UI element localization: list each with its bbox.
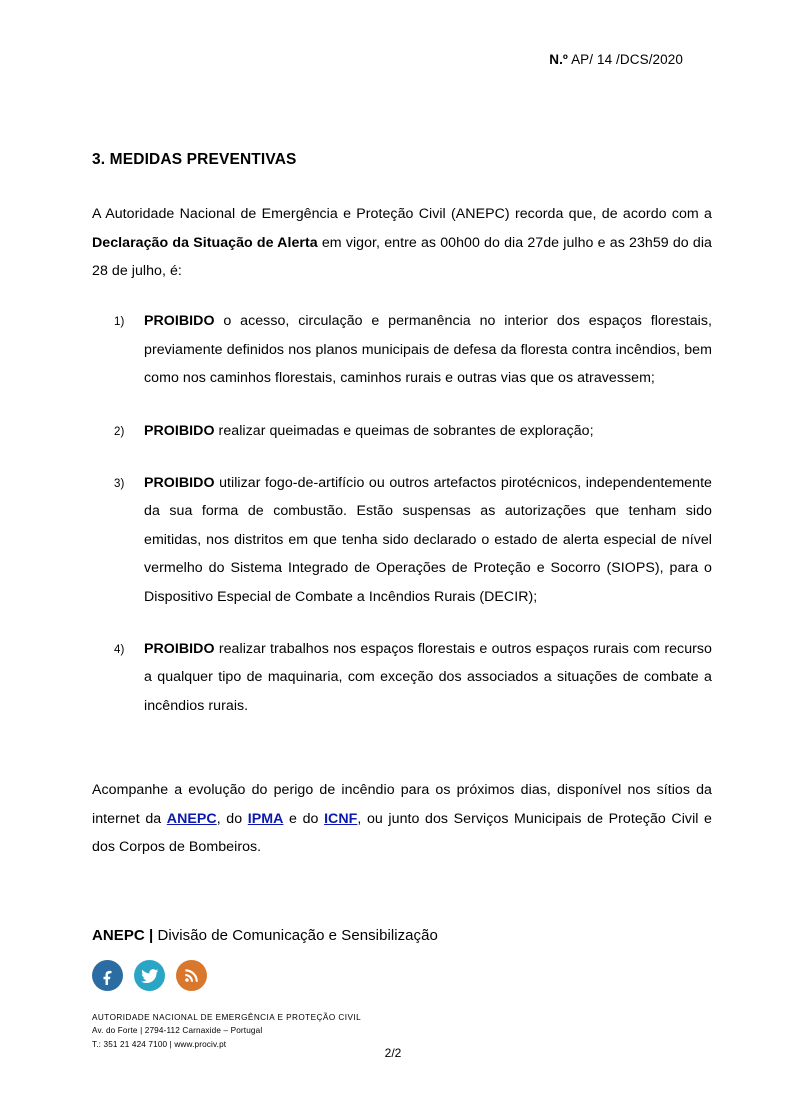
twitter-icon[interactable]	[134, 960, 165, 991]
closing-block	[92, 776, 712, 861]
facebook-icon[interactable]	[92, 960, 123, 991]
closing-paragraph	[92, 776, 712, 861]
measure-text-1: o acesso, circulação e permanência no interior dos espaços florestais, previamente definidos nos planos municipais de defesa da floresta contra incêndios, bem como nos caminhos florestais, caminhos rurais e outras vias que os atravessem;	[144, 313, 712, 387]
measure-text-4: realizar trabalhos nos espaços florestais e outros espaços rurais com recurso a qualquer tipo de maquinaria, com exceção dos associados a situações de combate a incêndios rurais.	[144, 641, 712, 714]
footer-brand: ANEPC	[92, 927, 145, 944]
measure-lead-1: PROIBIDO	[144, 313, 215, 330]
measure-item-1	[92, 307, 712, 392]
measure-item-3	[92, 469, 712, 611]
link-ipma[interactable]: IPMA	[247, 810, 284, 827]
intro-part-2: em vigor, entre as 00h00 do dia 27de julho e as 23h59 do dia 28 de julho, é:	[92, 234, 712, 279]
footer-separator: |	[144, 927, 158, 944]
address-line-contact: T.: 351 21 424 7100 | www.prociv.pt	[92, 1039, 227, 1049]
link-icnf[interactable]: ICNF	[324, 810, 358, 827]
reference-prefix: N.º	[549, 52, 568, 67]
document-body	[92, 150, 712, 869]
address-line-organization: AUTORIDADE NACIONAL DE EMERGÊNCIA E PROTEÇÃO CIVIL	[92, 1013, 362, 1022]
document-footer	[92, 925, 712, 1051]
page-number: 2/2	[384, 1046, 402, 1060]
social-links-row	[92, 960, 712, 991]
page-title: 3. MEDIDAS PREVENTIVAS	[92, 151, 297, 168]
address-block	[92, 1011, 712, 1051]
measure-text-2: realizar queimadas e queimas de sobrantes de exploração;	[214, 422, 594, 439]
document-reference	[92, 52, 683, 67]
closing-part-3: e do	[283, 810, 325, 827]
reference-value: AP/ 14 /DCS/2020	[567, 52, 683, 67]
footer-division: Divisão de Comunicação e Sensibilização	[157, 927, 438, 944]
link-anepc[interactable]: ANEPC	[166, 810, 217, 827]
intro-part-1: A Autoridade Nacional de Emergência e Proteção Civil (ANEPC) recorda que, de acordo com a	[92, 206, 712, 223]
footer-signature	[92, 925, 712, 946]
intro-paragraph	[92, 200, 712, 285]
closing-part-4: , ou junto dos Serviços Municipais de Proteção Civil e dos Corpos de Bombeiros.	[92, 810, 713, 856]
measure-lead-4: PROIBIDO	[144, 641, 215, 658]
measure-lead-3: PROIBIDO	[144, 474, 215, 491]
intro-bold-phrase: Declaração da Situação de Alerta	[92, 234, 318, 251]
measure-text-3: utilizar fogo-de-artifício ou outros artefactos pirotécnicos, independentemente da sua forma de combustão. Estão suspensas as autorizações que tenham sido emitidas, nos distritos em que tenha sido declarado o estado de alerta especial de nível vermelho do Sistema Integrado de Operações de Proteção e Socorro (SIOPS), para o Dispositivo Especial de Combate a Incêndios Rurais (DECIR);	[144, 474, 712, 605]
measure-lead-2: PROIBIDO	[144, 422, 215, 439]
measures-list	[92, 307, 712, 720]
measure-item-2	[92, 417, 712, 445]
closing-part-1: Acompanhe a evolução do perigo de incêndio para os próximos dias, disponível nos sítios da internet da	[92, 782, 712, 827]
measure-item-4	[92, 635, 712, 720]
closing-part-2: , do	[216, 810, 248, 827]
address-line-street: Av. do Forte | 2794-112 Carnaxide – Portugal	[92, 1026, 263, 1036]
rss-icon[interactable]	[176, 960, 207, 991]
